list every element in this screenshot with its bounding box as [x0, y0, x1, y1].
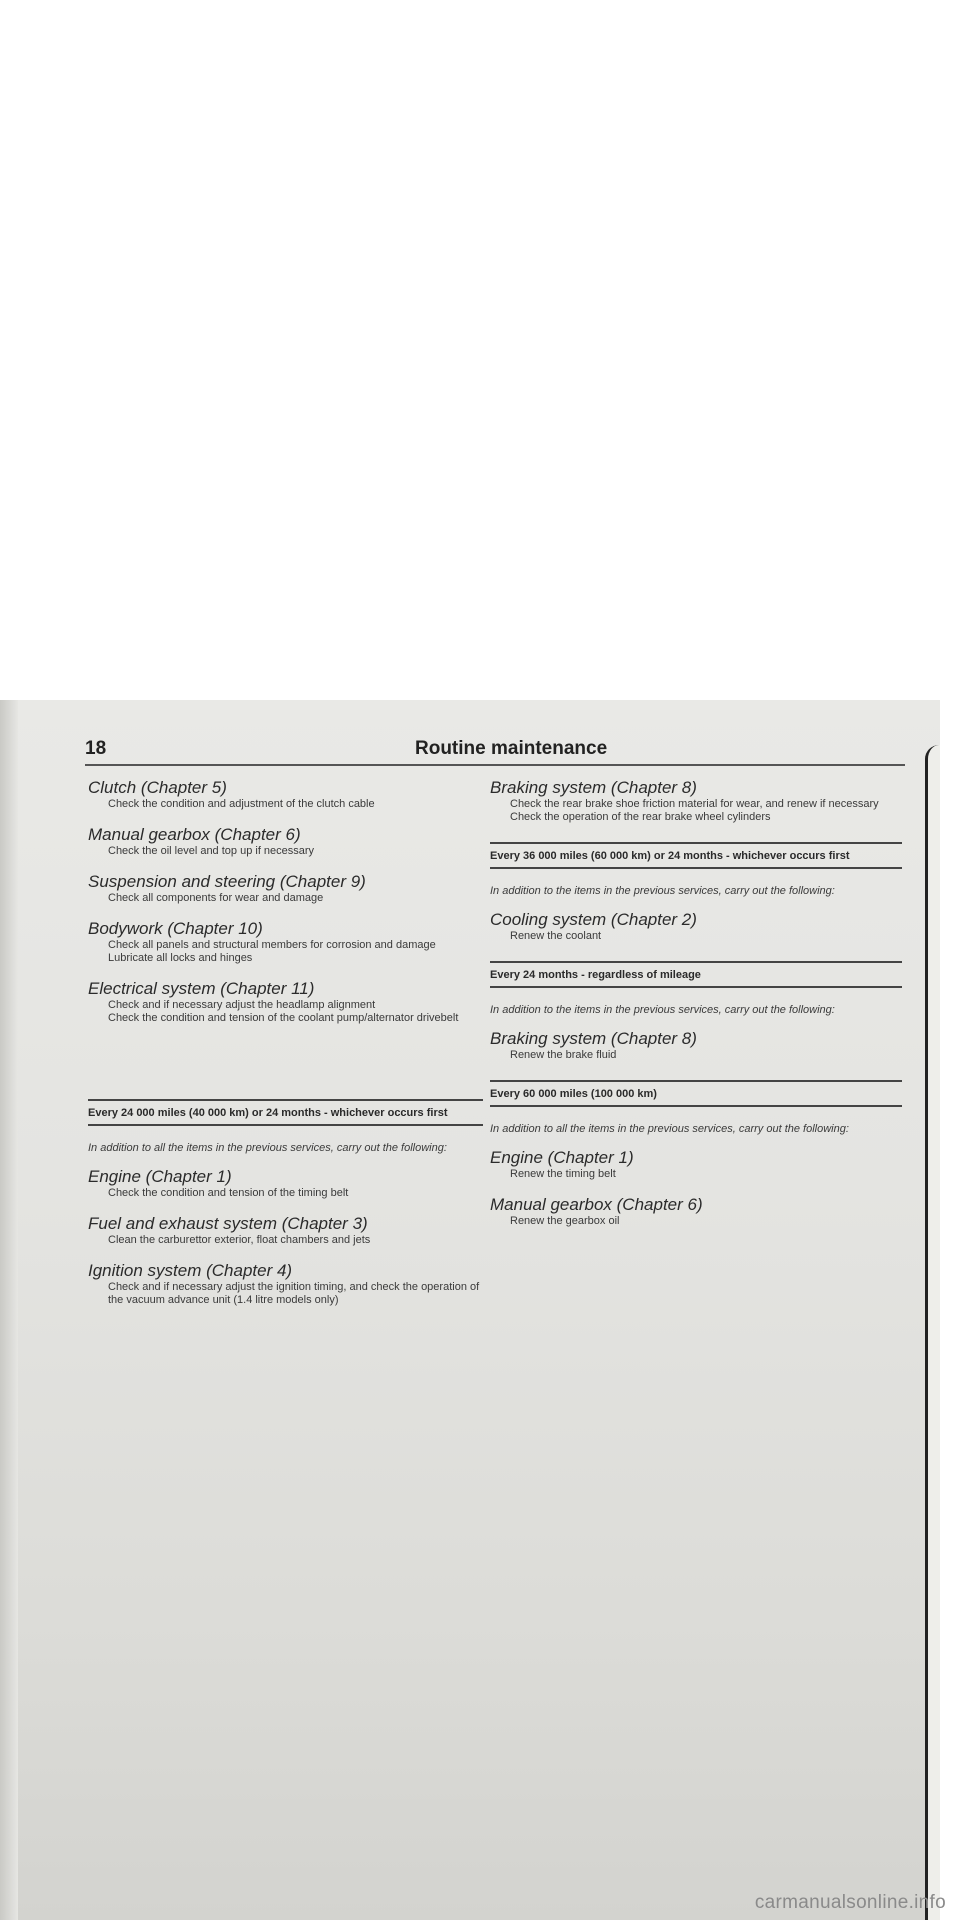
- section-title: Electrical system (Chapter 11): [88, 979, 315, 998]
- section-title: Engine (Chapter 1): [490, 1148, 634, 1167]
- section-fuel-exhaust: [88, 1214, 483, 1247]
- section-title: Bodywork (Chapter 10): [88, 919, 263, 938]
- task-item: Check the condition and adjustment of the clutch cable: [108, 798, 375, 810]
- section-title: Braking system (Chapter 8): [490, 1029, 697, 1048]
- section-title: Engine (Chapter 1): [88, 1167, 232, 1186]
- section-electrical: [88, 979, 483, 1025]
- task-item: Check the condition and tension of the timing belt: [108, 1187, 349, 1199]
- left-column: [88, 778, 483, 1321]
- section-engine: [88, 1167, 483, 1200]
- section-title: Cooling system (Chapter 2): [490, 910, 697, 929]
- page-fold: [925, 745, 940, 1920]
- addition-note: In addition to the items in the previous services, carry out the following:: [490, 885, 835, 897]
- section-title: Suspension and steering (Chapter 9): [88, 872, 366, 891]
- section-braking: [490, 778, 902, 824]
- task-item: Check and if necessary adjust the ignition timing, and check the operation of the vacuum advance unit (1.4 litre models only): [108, 1281, 480, 1306]
- section-braking-fluid: [490, 1029, 902, 1062]
- task-item: Check and if necessary adjust the headlamp alignment: [108, 999, 376, 1011]
- interval-heading-36000: Every 36 000 miles (60 000 km) or 24 months - whichever occurs first: [490, 842, 902, 869]
- section-ignition: [88, 1261, 483, 1307]
- section-title: Fuel and exhaust system (Chapter 3): [88, 1214, 368, 1233]
- task-item: Check the oil level and top up if necessary: [108, 845, 315, 857]
- section-title: Clutch (Chapter 5): [88, 778, 227, 797]
- task-item: Check the rear brake shoe friction material for wear, and renew if necessary: [510, 798, 879, 810]
- interval-heading-60000: Every 60 000 miles (100 000 km): [490, 1080, 902, 1107]
- section-title: Braking system (Chapter 8): [490, 778, 697, 797]
- page-number: 18: [85, 738, 107, 759]
- interval-heading-24000: Every 24 000 miles (40 000 km) or 24 months - whichever occurs first: [88, 1099, 483, 1126]
- addition-note: In addition to the items in the previous services, carry out the following:: [490, 1004, 835, 1016]
- addition-note: In addition to all the items in the previous services, carry out the following:: [490, 1123, 849, 1135]
- section-title: Ignition system (Chapter 4): [88, 1261, 293, 1280]
- task-item: Renew the timing belt: [510, 1168, 616, 1180]
- task-item: Renew the coolant: [510, 930, 602, 942]
- task-item: Check all components for wear and damage: [108, 892, 324, 904]
- section-suspension: [88, 872, 483, 905]
- section-manual-gearbox: [88, 825, 483, 858]
- section-engine-timing: [490, 1148, 902, 1181]
- section-bodywork: [88, 919, 483, 965]
- section-title: Manual gearbox (Chapter 6): [490, 1195, 703, 1214]
- section-cooling: [490, 910, 902, 943]
- addition-note: In addition to all the items in the previous services, carry out the following:: [88, 1142, 447, 1154]
- header-rule: [85, 764, 905, 766]
- task-item: Lubricate all locks and hinges: [108, 952, 253, 964]
- task-item: Renew the gearbox oil: [510, 1215, 620, 1227]
- page-header: [85, 738, 905, 764]
- task-item: Check the condition and tension of the coolant pump/alternator drivebelt: [108, 1012, 459, 1024]
- section-title: Manual gearbox (Chapter 6): [88, 825, 301, 844]
- spacer: [88, 1039, 483, 1081]
- section-clutch: [88, 778, 483, 811]
- task-item: Clean the carburettor exterior, float chambers and jets: [108, 1234, 371, 1246]
- scan-left-edge: [0, 700, 18, 1920]
- watermark-link[interactable]: carmanualsonline.info: [754, 1892, 946, 1913]
- task-item: Check all panels and structural members for corrosion and damage: [108, 939, 436, 951]
- running-title: Routine maintenance: [415, 738, 608, 759]
- right-column: [490, 778, 902, 1242]
- task-item: Check the operation of the rear brake wheel cylinders: [510, 811, 771, 823]
- task-item: Renew the brake fluid: [510, 1049, 617, 1061]
- interval-heading-24-months: Every 24 months - regardless of mileage: [490, 961, 902, 988]
- section-gearbox-oil: [490, 1195, 902, 1228]
